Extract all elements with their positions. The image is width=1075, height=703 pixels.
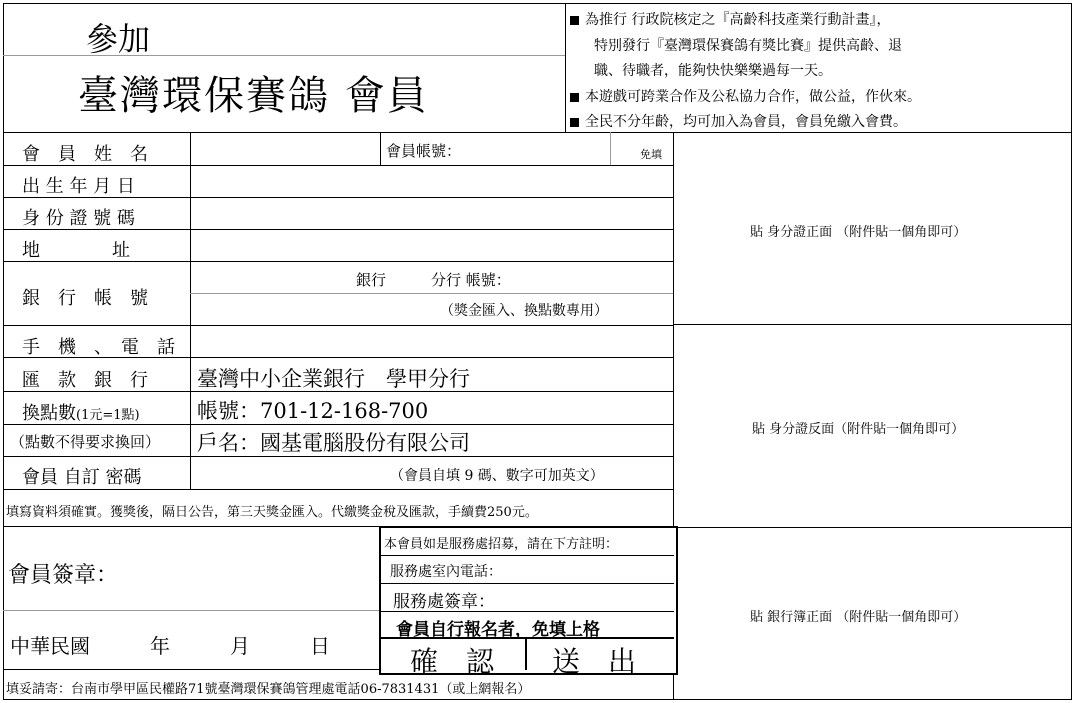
bank-account-label: 銀 行 帳 號	[22, 288, 148, 309]
attach-id-front[interactable]: 貼 身分證正面 （附件貼一個角即可）	[750, 225, 967, 240]
note-item: 特別發行『臺灣環保賽鴿有獎比賽』提供高齡、退	[594, 38, 902, 54]
birth-field[interactable]	[192, 167, 672, 196]
attach-bankbook[interactable]: 貼 銀行簿正面 （附件貼一個角即可）	[750, 610, 967, 625]
note-item: 職、待職者，能夠快快樂樂過每一天。	[594, 63, 832, 79]
bank-account-field[interactable]: 銀行 分行 帳號：	[356, 271, 511, 289]
send-button[interactable]: 送 出	[552, 645, 637, 678]
id-field[interactable]	[192, 199, 672, 228]
address-label: 地 址	[22, 240, 130, 261]
bullet-icon	[570, 93, 579, 102]
phone-field[interactable]	[192, 327, 672, 356]
note-item: 為推行 行政院核定之『高齡科技產業行動計畫』，	[570, 9, 890, 29]
signature-label: 會員簽章：	[8, 563, 119, 588]
service-phone-field[interactable]: 服務處室內電話：	[390, 564, 502, 580]
bullet-icon	[570, 118, 579, 127]
account-no-label: 會員帳號：	[386, 142, 462, 160]
form-title: 臺灣環保賽鴿 會員	[78, 73, 429, 119]
no-exchange-note: （點數不得要求換回）	[10, 433, 161, 451]
remit-name-value: 戶名：國基電腦股份有限公司	[197, 431, 470, 455]
password-label: 會員 自訂 密碼	[22, 467, 142, 488]
bank-account-note: （獎金匯入、換點數專用）	[440, 303, 608, 319]
note-item: 本遊戲可跨業合作及公私協力合作，做公益，作伙來。	[570, 86, 921, 106]
disclaimer: 填寫資料須確實。獲獎後，隔日公告，第三天獎金匯入。代繳獎金稅及匯款，手續費250元。	[6, 505, 538, 520]
date-line: 中華民國 年 月 日	[10, 634, 330, 658]
attach-id-back[interactable]: 貼 身分證反面（附件貼一個角即可）	[752, 422, 965, 437]
note-item: 全民不分年齡，均可加入為會員，會員免繳入會費。	[570, 111, 907, 131]
account-no-note: 免填	[640, 148, 662, 161]
phone-label: 手 機 、 電 話	[22, 337, 175, 358]
confirm-button[interactable]: 確 認	[410, 645, 495, 678]
service-sign-field[interactable]: 服務處簽章：	[393, 592, 495, 612]
signature-field[interactable]	[130, 530, 375, 608]
service-intro: 本會員如是服務處招募，請在下方註明：	[384, 537, 619, 552]
name-label: 會 員 姓 名	[22, 144, 148, 165]
id-label: 身 份 證 號 碼	[22, 208, 135, 229]
remit-account-value: 帳號：701-12-168-700	[197, 399, 429, 423]
remit-bank-label: 匯 款 銀 行	[22, 370, 148, 391]
points-label: 換點數(1元=1點)	[22, 403, 140, 424]
join-label: 參加	[86, 20, 151, 58]
remit-bank-value: 臺灣中小企業銀行 學甲分行	[197, 367, 470, 391]
bullet-icon	[570, 16, 579, 25]
address-field[interactable]	[192, 231, 672, 260]
name-field[interactable]	[192, 134, 378, 164]
self-register-note: 會員自行報名者，免填上格	[396, 620, 600, 640]
account-no-field[interactable]	[478, 134, 608, 164]
password-field[interactable]	[192, 458, 382, 488]
birth-label: 出 生 年 月 日	[22, 176, 135, 197]
mail-address: 填妥請寄：台南市學甲區民權路71號臺灣環保賽鴿管理處電話06-7831431（或上網報名）	[6, 682, 531, 697]
password-note: （會員自填 9 碼、數字可加英文）	[390, 468, 604, 484]
